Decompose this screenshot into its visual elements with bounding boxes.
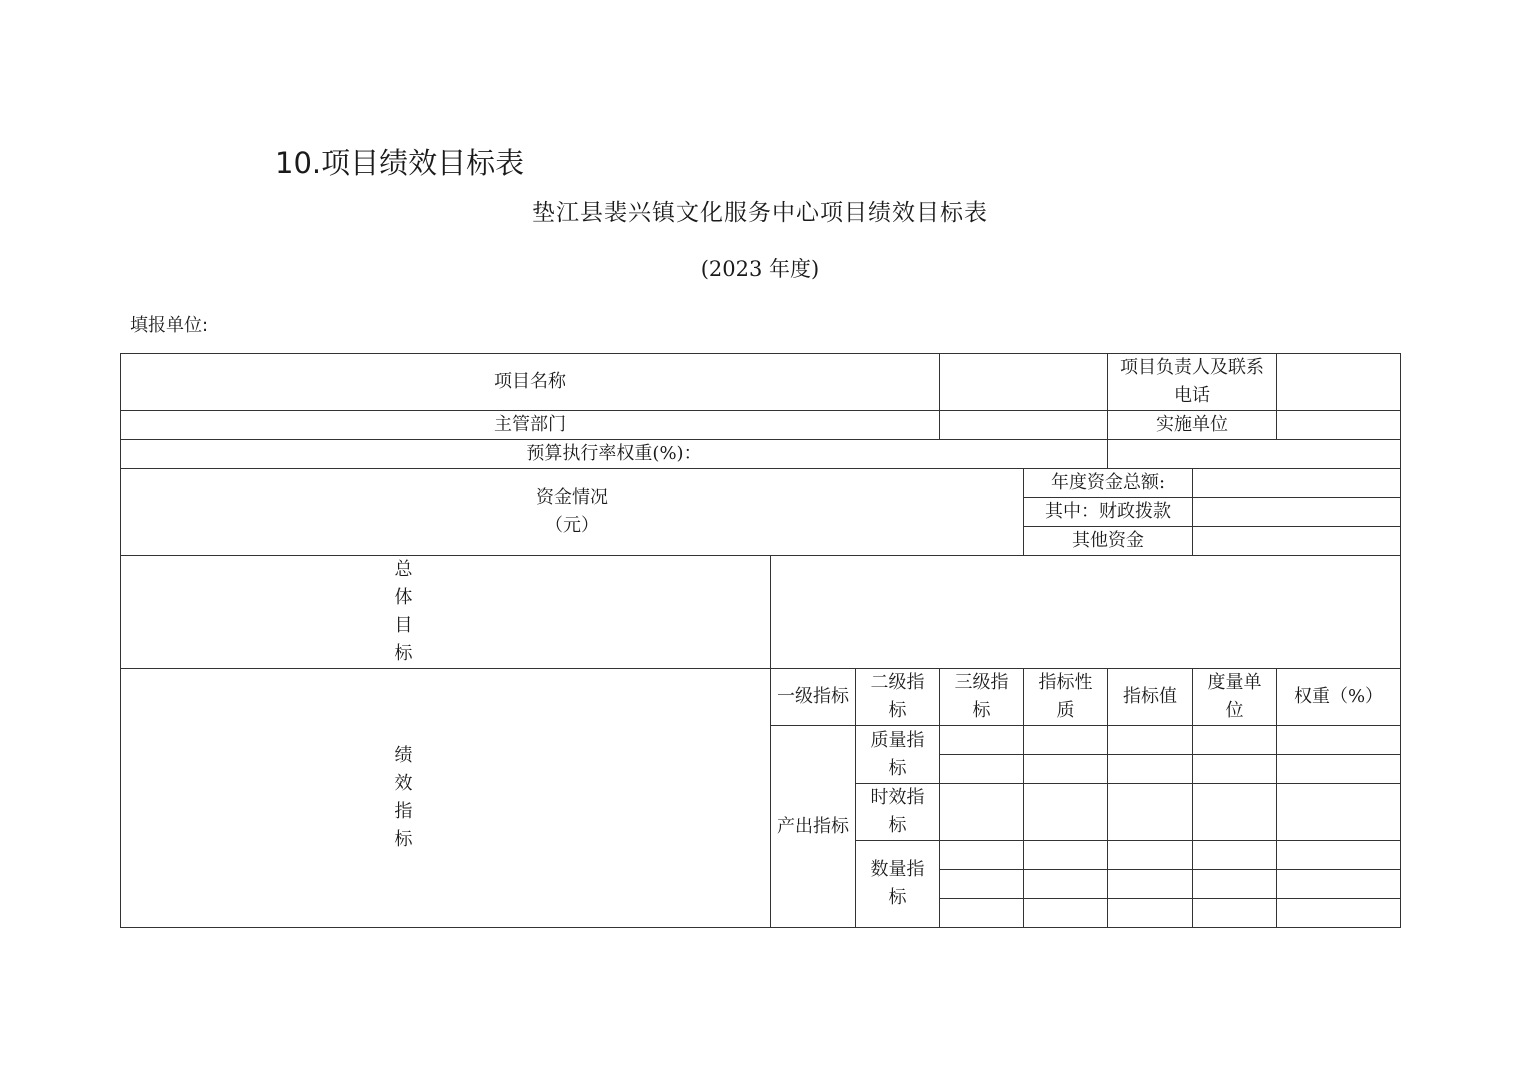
cell-value[interactable]	[1108, 870, 1193, 899]
row-department	[121, 411, 1401, 440]
cell-unit[interactable]	[1193, 841, 1277, 870]
cell-level3[interactable]	[940, 784, 1024, 841]
cell-value[interactable]	[1108, 841, 1193, 870]
fill-unit-label: 填报单位:	[130, 315, 209, 336]
col-header-nature: 指标性质	[1024, 669, 1108, 726]
quality-indicator-label: 质量指标	[856, 726, 940, 784]
cell-unit[interactable]	[1193, 726, 1277, 755]
timeliness-indicator-label: 时效指标	[856, 784, 940, 841]
perf-indicator-label: 绩效指标	[121, 669, 771, 928]
dept-value[interactable]	[940, 411, 1108, 440]
cell-unit[interactable]	[1193, 870, 1277, 899]
cell-weight[interactable]	[1277, 870, 1401, 899]
cell-unit[interactable]	[1193, 784, 1277, 841]
cell-value[interactable]	[1108, 755, 1193, 784]
overall-goal-value[interactable]	[771, 556, 1401, 669]
fiscal-funds-label: 其中：财政拨款	[1024, 498, 1193, 527]
row-project-name	[121, 354, 1401, 411]
cell-level3[interactable]	[940, 899, 1024, 928]
cell-weight[interactable]	[1277, 841, 1401, 870]
col-header-unit: 度量单位	[1193, 669, 1277, 726]
cell-nature[interactable]	[1024, 726, 1108, 755]
row-funds-total	[121, 469, 1401, 498]
cell-nature[interactable]	[1024, 784, 1108, 841]
col-header-level3: 三级指标	[940, 669, 1024, 726]
project-name-label: 项目名称	[121, 354, 940, 411]
cell-weight[interactable]	[1277, 899, 1401, 928]
cell-level3[interactable]	[940, 841, 1024, 870]
overall-goal-label: 总体目标	[121, 556, 771, 669]
cell-value[interactable]	[1108, 726, 1193, 755]
annual-total-label: 年度资金总额:	[1024, 469, 1193, 498]
cell-unit[interactable]	[1193, 899, 1277, 928]
cell-unit[interactable]	[1193, 755, 1277, 784]
output-indicator-label: 产出指标	[771, 726, 856, 928]
cell-weight[interactable]	[1277, 784, 1401, 841]
cell-weight[interactable]	[1277, 726, 1401, 755]
project-lead-label: 项目负责人及联系电话	[1108, 354, 1277, 411]
budget-rate-value[interactable]	[1108, 440, 1401, 469]
row-budget-rate	[121, 440, 1401, 469]
cell-nature[interactable]	[1024, 870, 1108, 899]
col-header-value: 指标值	[1108, 669, 1193, 726]
cell-weight[interactable]	[1277, 755, 1401, 784]
fiscal-funds-value[interactable]	[1193, 498, 1401, 527]
col-header-level1: 一级指标	[771, 669, 856, 726]
project-lead-value[interactable]	[1277, 354, 1401, 411]
cell-level3[interactable]	[940, 726, 1024, 755]
cell-nature[interactable]	[1024, 755, 1108, 784]
dept-label: 主管部门	[121, 411, 940, 440]
page-title: 垫江县裴兴镇文化服务中心项目绩效目标表	[532, 200, 988, 226]
cell-nature[interactable]	[1024, 841, 1108, 870]
impl-unit-label: 实施单位	[1108, 411, 1277, 440]
row-indicator-header	[121, 669, 1401, 726]
fiscal-year: (2023 年度)	[700, 257, 820, 281]
budget-rate-label: 预算执行率权重(%)：	[121, 440, 1108, 469]
row-overall-goal	[121, 556, 1401, 669]
cell-value[interactable]	[1108, 784, 1193, 841]
section-heading: 10.项目绩效目标表	[275, 146, 525, 180]
project-name-value[interactable]	[940, 354, 1108, 411]
performance-goal-table	[120, 353, 1401, 928]
funds-label: 资金情况 （元）	[121, 469, 1024, 556]
col-header-level2: 二级指标	[856, 669, 940, 726]
cell-level3[interactable]	[940, 870, 1024, 899]
col-header-weight: 权重（%）	[1277, 669, 1401, 726]
other-funds-value[interactable]	[1193, 527, 1401, 556]
cell-value[interactable]	[1108, 899, 1193, 928]
cell-level3[interactable]	[940, 755, 1024, 784]
impl-unit-value[interactable]	[1277, 411, 1401, 440]
other-funds-label: 其他资金	[1024, 527, 1193, 556]
cell-nature[interactable]	[1024, 899, 1108, 928]
quantity-indicator-label: 数量指标	[856, 841, 940, 928]
annual-total-value[interactable]	[1193, 469, 1401, 498]
